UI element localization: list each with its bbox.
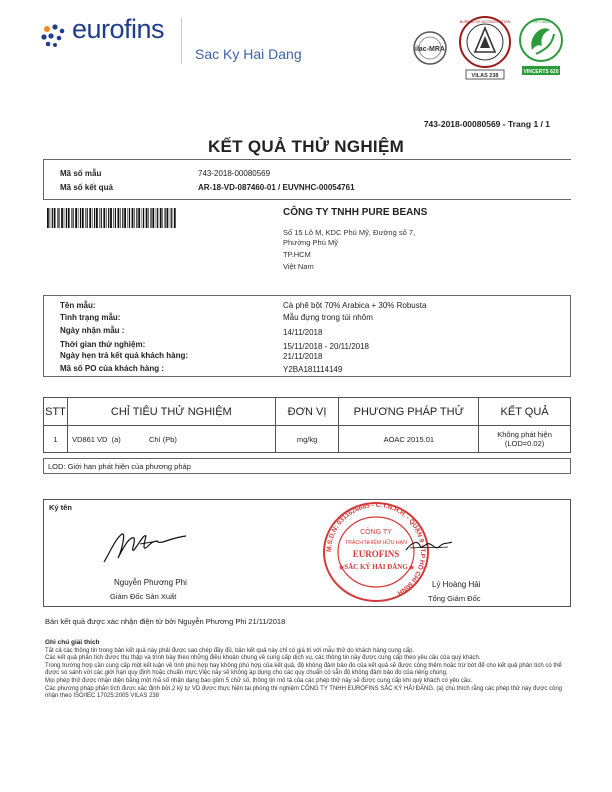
vinacert-seal-icon: [518, 16, 564, 78]
brand-name: eurofins: [72, 14, 165, 44]
stamp-star-icon: ★: [408, 563, 416, 572]
row-method: AOAC 2015.01: [339, 426, 479, 453]
row-result-value: Không phát hiện: [497, 430, 552, 439]
row-result: [479, 426, 571, 453]
received-date-value: 14/11/2018: [283, 328, 323, 337]
customer-address-line: TP.HCM: [283, 250, 311, 259]
row-result-note: (LOD=0.02): [504, 439, 545, 448]
header-criteria: CHỈ TIÊU THỬ NGHIỆM: [67, 398, 275, 426]
note-line: Tất cả các thông tin trong bản kết quả này phải được sao chép đầy đủ, bản kết quả này chỉ có giá trị với mẫu thử do khách hàng cung cấp.: [45, 647, 415, 654]
boa-ring-text: BUREAU OF ACCREDITATION: [459, 20, 511, 24]
test-period-label: Thời gian thử nghiệm:: [60, 340, 146, 349]
received-date-label: Ngày nhận mẫu :: [60, 326, 125, 335]
ilac-text: ilac-MRA: [415, 46, 445, 53]
left-signer-name: Nguyễn Phương Phi: [114, 578, 187, 587]
company-short-name: Sac Ky Hai Dang: [195, 46, 302, 62]
sample-code-value: 743-2018-00080569: [198, 169, 271, 178]
row-accreditation-flag: (a): [111, 434, 121, 444]
signature-title: Ký tên: [49, 503, 72, 512]
result-code-label: Mã số kết quả: [60, 183, 113, 192]
row-analyte: Chì (Pb): [148, 434, 177, 444]
customer-address-line: Việt Nam: [283, 262, 314, 271]
stamp-line-2: TRÁCH NHIỆM HỮU HẠN: [345, 540, 407, 546]
sample-name-value: Cà phê bột 70% Arabica + 30% Robusta: [283, 301, 427, 310]
note-line: Trong trường hợp cần cung cấp một kết luận về tính phù hợp hay không phù hợp của kết quả, độ không đảm bảo đo của kết quả sẽ được công thêm hoặc trừ bớt để cho kết quả phân tích có thể được so sánh với các giới hạn quy định hoặc chuẩn mực.Việc này sẽ không áp dụng cho các quy chuẩn có sẵn độ không đảm bảo đo của riêng chúng.: [45, 662, 562, 677]
po-number-value: Y2BA181114149: [283, 365, 343, 374]
customer-address-line: Phường Phú Mỹ: [283, 238, 338, 247]
sample-condition-label: Tình trạng mẫu:: [60, 313, 121, 322]
left-signature-icon: [100, 524, 190, 566]
header-unit: ĐƠN VỊ: [275, 398, 339, 426]
sample-condition-value: Mẫu đựng trong túi nhôm: [283, 313, 373, 322]
header-result: KẾT QUẢ: [479, 398, 571, 426]
left-signer-role: Giám Đốc Sản Xuất: [110, 592, 177, 601]
lod-note: LOD: Giới hạn phát hiện của phương pháp: [43, 458, 571, 474]
right-signature-icon: [404, 536, 454, 556]
notes-section: [45, 639, 565, 701]
stamp-star-icon: ★: [338, 563, 346, 572]
header-method: PHƯƠNG PHÁP THỬ: [339, 398, 479, 426]
header-stt: STT: [44, 398, 68, 426]
row-unit: mg/kg: [275, 426, 339, 453]
document-number: 743-2018-00080569 - Trang 1 / 1: [423, 119, 550, 129]
page-title: KẾT QUẢ THỬ NGHIỆM: [207, 137, 405, 156]
stamp-line-1: CÔNG TY: [360, 529, 392, 536]
sample-name-label: Tên mẫu:: [60, 301, 96, 310]
vinacert-ring-text: VIỆT NAM: [532, 20, 550, 24]
note-line: Mọi phép thử được nhận diện bằng một mã số nhận dạng bao gồm 5 chữ số, thông tin mô tả của các phép thử này sẽ được cung cấp khi quý khách có yêu cầu.: [45, 677, 473, 684]
sample-id-box: [43, 160, 571, 200]
stamp-line-4: SẮC KÝ HẢI ĐĂNG: [344, 563, 408, 571]
row-criteria: [67, 426, 275, 453]
po-number-label: Mã số PO của khách hàng :: [60, 364, 165, 373]
electronic-confirmation: Bản kết quả được xác nhận điện tử bởi Nguyễn Phương Phi 21/11/2018: [45, 617, 286, 626]
result-code-value: AR-18-VD-087460-01 / EUVNHC-00054761: [198, 183, 355, 192]
ilac-seal-icon: [408, 30, 452, 66]
customer-name: CÔNG TY TNHH PURE BEANS: [283, 207, 428, 218]
test-period-value: 15/11/2018 - 20/11/2018: [283, 342, 369, 351]
vinacert-code: VINCERTS 620: [523, 69, 559, 75]
note-line: Các kết quả phân tích được thu thập và trình bày theo những điều khoản chung về cung cấp dịch vụ, các thông tin này được cung cấp theo yêu cầu của quý khách.: [45, 655, 481, 662]
table-row: [44, 426, 571, 453]
stamp-ring-text: M.S.D.N: 0311626685 - C.T.N.H.H. - QUẬN 9 - T.P HỒ CHÍ MINH: [325, 501, 427, 597]
results-table: [43, 397, 571, 453]
table-header-row: [44, 398, 571, 426]
boa-seal-icon: [458, 14, 512, 80]
row-stt: 1: [44, 426, 68, 453]
notes-title: Ghi chú giải thích: [45, 639, 100, 646]
right-signer-name: Lý Hoàng Hải: [432, 580, 481, 589]
row-test-code: VD861 VD: [71, 434, 108, 444]
boa-code: VILAS 238: [471, 73, 499, 79]
right-signer-role: Tổng Giám Đốc: [428, 594, 481, 603]
customer-address-line: Số 15 Lô M, KDC Phú Mỹ, Đường số 7,: [283, 228, 416, 237]
due-date-label: Ngày hẹn trả kết quả khách hàng:: [60, 351, 189, 360]
stamp-line-3: EUROFINS: [352, 549, 400, 559]
barcode-icon: [47, 208, 177, 228]
sample-code-label: Mã số mẫu: [60, 169, 102, 178]
note-line: Các phương pháp phân tích được xác định bởi 2 ký tự VD được thực hiện tại phòng thí nghiệm CÔNG TY TNHH EUROFINS SẮC KÝ HẢI ĐĂNG. (a) chú thích rằng các phép thử này được công nhận theo ISO/IEC 17025:2005 VILAS 238: [45, 685, 563, 700]
eurofins-logo-icon: [38, 20, 68, 50]
due-date-value: 21/11/2018: [283, 352, 323, 361]
header-divider: [181, 18, 182, 64]
